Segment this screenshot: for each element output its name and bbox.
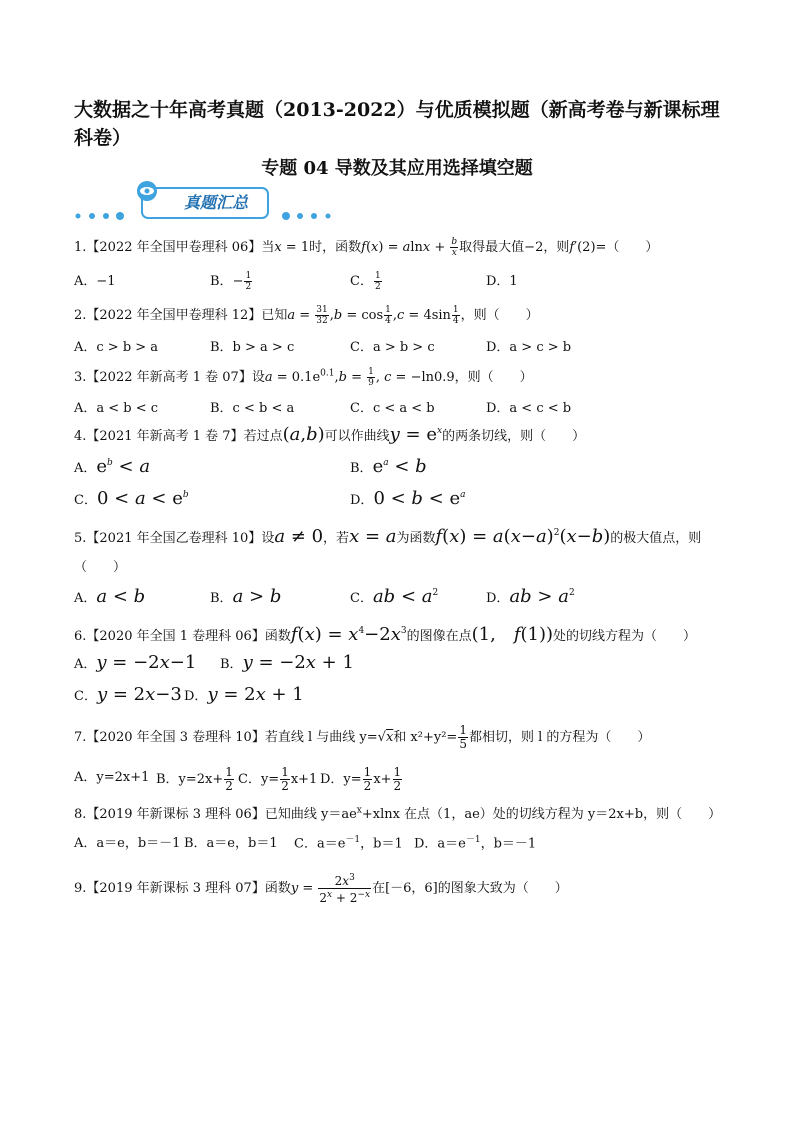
option-b[interactable]: B．$e^a < b$: [350, 456, 427, 477]
question-4: 4.【2021 年新高考 1 卷 7】若过点(a,b)可以作曲线$y = e^x$的两条切线，则（ ）: [74, 424, 586, 445]
option-b[interactable]: B．a > b: [210, 586, 282, 607]
option-a[interactable]: A．−1: [74, 274, 116, 289]
option-a[interactable]: A．a < b < c: [74, 401, 159, 416]
question-5: 5.【2021 年全国乙卷理科 10】设a ≠ 0，若x = a为函数$f(x) = a(x-a)^2(x-b)$的极大值点，则: [74, 526, 702, 547]
option-a[interactable]: A．a＝e，b＝－1: [74, 836, 181, 851]
option-a[interactable]: A．a < b: [74, 586, 146, 607]
option-d[interactable]: D．a < c < b: [486, 401, 572, 416]
option-d[interactable]: D．y= $\frac{1}{2}$ x+ $\frac{1}{2}$: [320, 765, 402, 793]
question-2: 2.【2022 年全国甲卷理科 12】已知a = $\frac{31}{32}$ ,b = cos $\frac{1}{4}$ ,c = 4sin $\frac{1}{4}$ ，则（ ）: [74, 305, 539, 326]
option-d[interactable]: D．$0 < b < e^a$: [350, 488, 466, 509]
option-c[interactable]: C．a > b > c: [350, 340, 435, 355]
option-d[interactable]: D．ab > $a^2$: [486, 586, 575, 607]
document-title: 大数据之十年高考真题（2013-2022）与优质模拟题（新高考卷与新课标理科卷）: [74, 99, 720, 149]
document-subtitle: 专题 04 导数及其应用选择填空题: [261, 158, 533, 179]
option-b[interactable]: B．c < b < a: [210, 401, 295, 416]
question-6: 6.【2020 年全国 1 卷理科 06】函数$f(x) = x^4-2x^3$的图像在点(1, f(1))处的切线方程为（ ）: [74, 624, 697, 645]
question-1: 1.【2022 年全国甲卷理科 06】当x = 1时，函数f(x) = alnx + $\frac{b}{x}$ 取得最大值−2，则f′(2)=（ ）: [74, 237, 659, 258]
question-9: 9.【2019 年新课标 3 理科 07】函数y = $\frac{2x^3}{2^x + 2^{-x}}$ 在[－6，6]的图象大致为（ ）: [74, 873, 568, 905]
option-b[interactable]: B．y=2x+ $\frac{1}{2}$: [156, 765, 233, 793]
option-c[interactable]: C．c < a < b: [350, 401, 435, 416]
option-b[interactable]: B．− $\frac{1}{2}$: [210, 271, 252, 292]
option-d[interactable]: D．1: [486, 274, 518, 289]
option-a[interactable]: A．$e^b < a$: [74, 456, 151, 477]
section-banner: [74, 180, 354, 224]
option-c[interactable]: C．$0 < a < e^b$: [74, 488, 189, 509]
option-c[interactable]: C． $\frac{1}{2}$: [350, 271, 381, 292]
option-c[interactable]: C．$a=e^{-1}$，b＝1: [294, 835, 403, 852]
option-b[interactable]: B．b > a > c: [210, 340, 295, 355]
option-a[interactable]: A．y = −2x−1: [74, 652, 197, 673]
option-d[interactable]: D．a > c > b: [486, 340, 572, 355]
option-b[interactable]: B．a＝e，b＝1: [184, 836, 278, 851]
option-c[interactable]: C．ab < $a^2$: [350, 586, 439, 607]
question-7: 7.【2020 年全国 3 卷理科 10】若直线 l 与曲线 y=√x和 x²+y²= $\frac{1}{5}$ 都相切，则 l 的方程为（ ）: [74, 723, 651, 751]
option-d[interactable]: D．$a=e^{-1}$，b＝－1: [414, 835, 537, 852]
option-a[interactable]: A．c > b > a: [74, 340, 159, 355]
option-d[interactable]: D．y = 2x + 1: [184, 684, 304, 705]
section-badge-label: 真题汇总: [183, 193, 248, 212]
question-3: 3.【2022 年新高考 1 卷 07】设$a = 0.1e^{0.1},b$ = $\frac{1}{9}$ , c = −ln0.9，则（ ）: [74, 367, 533, 388]
eye-icon: [136, 180, 158, 206]
question-5-continued: （ ）: [74, 560, 127, 575]
option-b[interactable]: B．y = −2x + 1: [220, 652, 354, 673]
option-c[interactable]: C．y= $\frac{1}{2}$ x+1: [238, 765, 318, 793]
question-8: 8.【2019 年新课标 3 理科 06】已知曲线 $y=ae^x+xlnx$ 在点（1，ae）处的切线方程为 y＝2x+b，则（ ）: [74, 805, 722, 822]
option-a[interactable]: A．y=2x+1: [74, 770, 150, 785]
option-c[interactable]: C．y = 2x−3: [74, 684, 182, 705]
